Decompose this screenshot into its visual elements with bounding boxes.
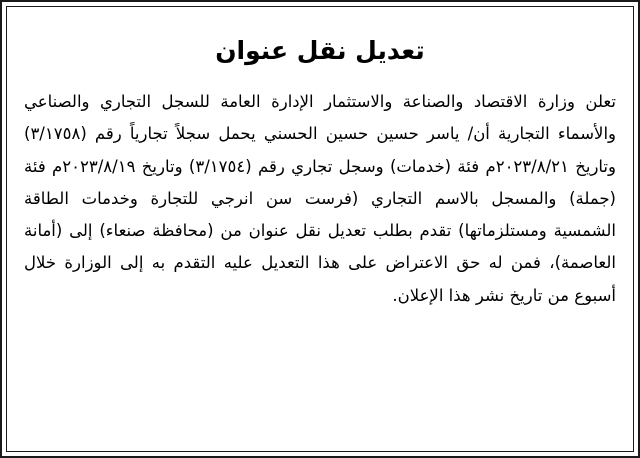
notice-title: تعديل نقل عنوان	[215, 36, 425, 65]
notice-body: تعلن وزارة الاقتصاد والصناعة والاستثمار الإدارة العامة للسجل التجاري والصناعي والأسماء التجارية أن/ ياسر حسين حسين الحسني يحمل سجلاً تجارياً رقم (٣/١٧٥٨) وتاريخ ٢٠٢٣/٨/٢١م فئة (خدمات) وسجل تجاري رقم (٣/١٧٥٤) وتاريخ ٢٠٢٣/٨/١٩م فئة (جملة) والمسجل بالاسم التجاري (فرست سن انرجي للتجارة وخدمات الطاقة الشمسية ومستلزماتها) تقدم بطلب تعديل نقل عنوان من (محافظة صنعاء) إلى (أمانة العاصمة)، فمن له حق الاعتراض على هذا التعديل عليه التقدم به إلى الوزارة خلال أسبوع من تاريخ نشر هذا الإعلان.	[24, 92, 616, 305]
